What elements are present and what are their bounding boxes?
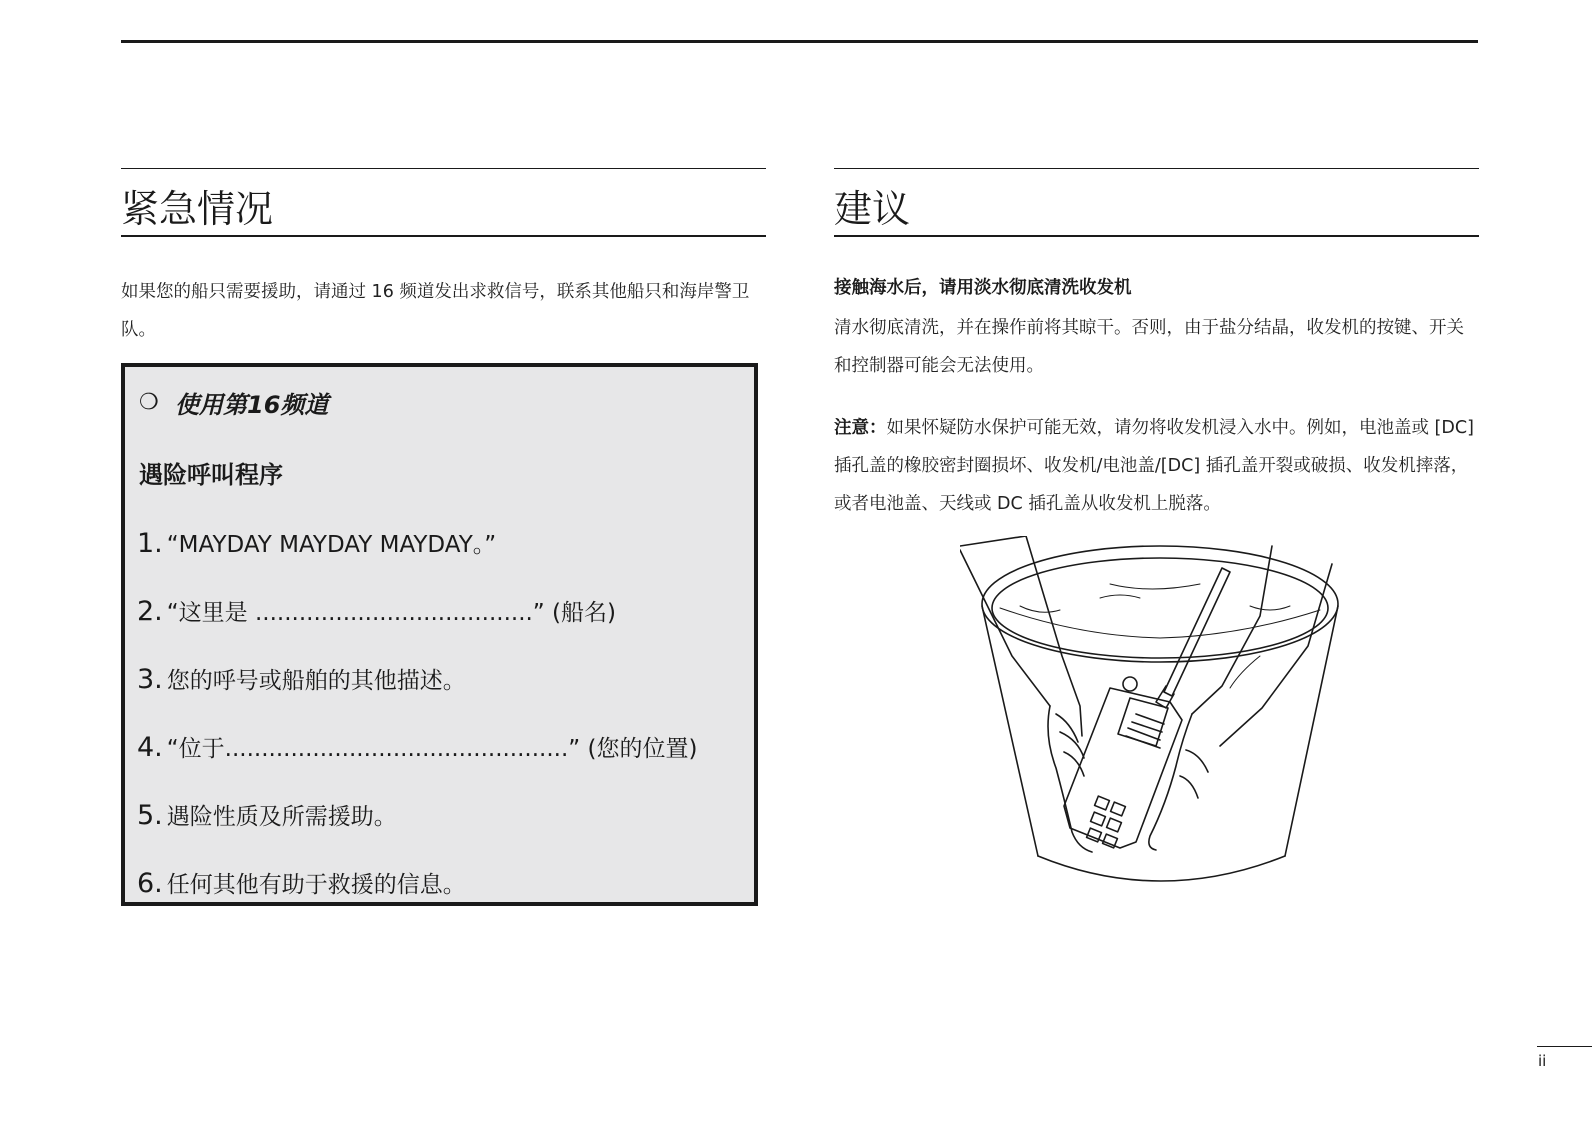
advice-body: 清水彻底清洗，并在操作前将其晾干。否则，由于盐分结晶，收发机的按键、开关和控制器可能会无法使用。 — [834, 318, 1464, 376]
right-arm — [1192, 546, 1272, 714]
procedure-steps — [137, 527, 697, 935]
box-subtitle: 遇险呼叫程序 — [139, 461, 283, 489]
emergency-heading-block — [121, 168, 766, 237]
procedure-step: 6. 任何其他有助于救援的信息。 — [137, 868, 466, 899]
bucket-rim-inner — [992, 558, 1328, 658]
circle-open-icon: ❍ — [139, 390, 159, 415]
water-ripple — [1250, 606, 1290, 610]
emergency-intro: 如果您的船只需要援助，请通过 16 频道发出求救信号，联系其他船只和海岸警卫队。 — [121, 282, 750, 340]
water-ripple — [1100, 595, 1140, 598]
advice-heading-block — [834, 168, 1479, 237]
advice-title: 建议 — [834, 187, 911, 231]
advice-section — [834, 168, 1479, 523]
bucket-side-right — [1285, 606, 1338, 856]
advice-subheading: 接触海水后，请用淡水彻底清洗收发机 — [834, 278, 1132, 298]
emergency-title: 紧急情况 — [121, 187, 274, 231]
radio-body — [1064, 688, 1182, 848]
bucket-rim-outer — [982, 546, 1338, 662]
radio-key — [1095, 796, 1110, 810]
page-number: ii — [1538, 1052, 1547, 1070]
box-title — [139, 385, 328, 420]
note-text: 如果怀疑防水保护可能无效，请勿将收发机浸入水中。例如，电池盖或 [DC] 插孔盖的橡胶密封圈损坏、收发机/电池盖/[DC] 插孔盖开裂或破损、收发机摔落，或者电池盖、天线或 DC 插孔盖从收发机上脱落。 — [834, 418, 1474, 514]
procedure-step: 1. “MAYDAY MAYDAY MAYDAY。” — [137, 528, 497, 559]
procedure-step: 4. “位于...............................................” (您的位置) — [137, 732, 698, 763]
note-label: 注意： — [834, 418, 887, 438]
radio-antenna — [1164, 568, 1230, 696]
caution-note — [834, 409, 1479, 523]
distress-procedure-box — [121, 363, 758, 906]
right-hand — [1149, 714, 1192, 850]
box-title-text: 使用第16频道 — [175, 391, 329, 419]
bucket-bottom — [1038, 856, 1285, 881]
emergency-section — [121, 168, 766, 906]
procedure-step: 5. 遇险性质及所需援助。 — [137, 800, 397, 831]
procedure-step: 3. 您的呼号或船舶的其他描述。 — [137, 664, 466, 695]
procedure-step: 2. “这里是 ......................................” (船名) — [137, 596, 616, 627]
hands-washing-radio-in-bucket-illustration — [960, 536, 1360, 896]
page-number-rule — [1537, 1046, 1592, 1047]
header-rule — [121, 40, 1478, 43]
radio-knob — [1123, 677, 1137, 691]
water-ripple — [1110, 584, 1200, 589]
water-ripple — [1020, 606, 1060, 612]
